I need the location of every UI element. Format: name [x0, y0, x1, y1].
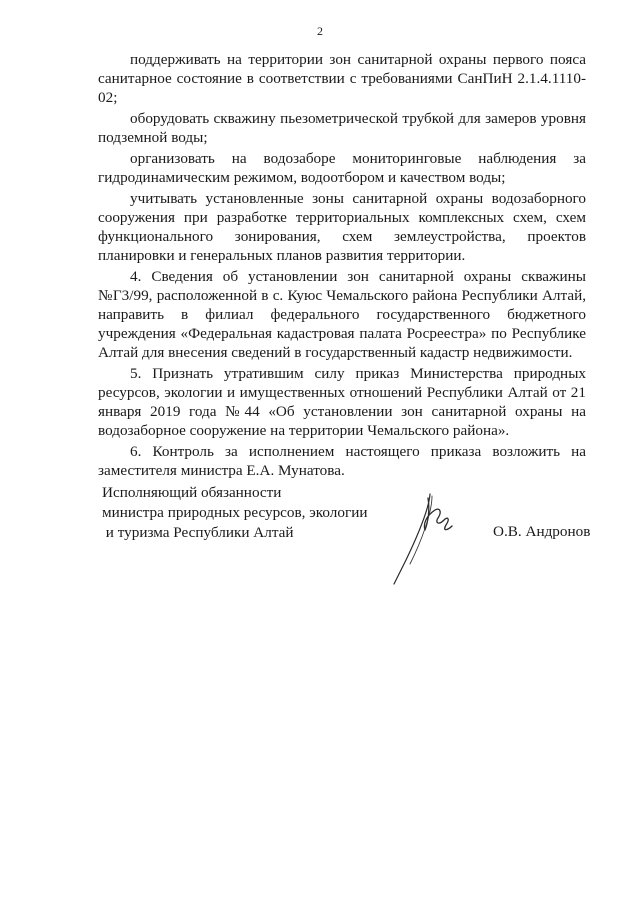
page-number: 2 [317, 24, 323, 38]
signatory-title [102, 483, 367, 543]
paragraph-piezometric-tube: оборудовать скважину пьезометрической трубкой для замеров уровня подземной воды; [98, 110, 586, 146]
paragraph-item-4: 4. Сведения об установлении зон санитарной охраны скважины №Г3/99, расположенной в с. Куюс Чемальского района Республики Алтай, направить в филиал федерального государственного бюджетного учреждения «Федеральная кадастровая палата Росреестра» по Республике Алтай для внесения сведений в государственный кадастр недвижимости. [98, 268, 586, 361]
signatory-name: О.В. Андронов [493, 523, 591, 540]
signatory-title-line: министра природных ресурсов, экологии [102, 504, 368, 521]
signatory-title-line: и туризма Республики Алтай [102, 524, 294, 541]
paragraph-monitoring: организовать на водозаборе мониторинговые наблюдения за гидродинамическим режимом, водоотбором и качеством воды; [98, 150, 586, 186]
paragraph-item-5: 5. Признать утратившим силу приказ Министерства природных ресурсов, экологии и имущественных отношений Республики Алтай от 21 января 2019 года №44 «Об установлении зон санитарной охраны на водозаборное сооружение на территории Чемальского района». [98, 365, 586, 439]
signatory-title-line: Исполняющий обязанности [102, 484, 282, 501]
paragraph-zones-planning: учитывать установленные зоны санитарной охраны водозаборного сооружения при разработке территориальных комплексных схем, схем функционального зонирования, схем землеустройства, проектов планировки и генеральных планов развития территории. [98, 190, 586, 264]
paragraph-maintain-sanitary: поддерживать на территории зон санитарной охраны первого пояса санитарное состояние в соответствии с требованиями СанПиН 2.1.4.1110-02; [98, 51, 586, 106]
document-body [98, 50, 586, 482]
handwritten-signature [388, 480, 468, 585]
paragraph-item-6: 6. Контроль за исполнением настоящего приказа возложить на заместителя министра Е.А. Мунатова. [98, 443, 586, 479]
